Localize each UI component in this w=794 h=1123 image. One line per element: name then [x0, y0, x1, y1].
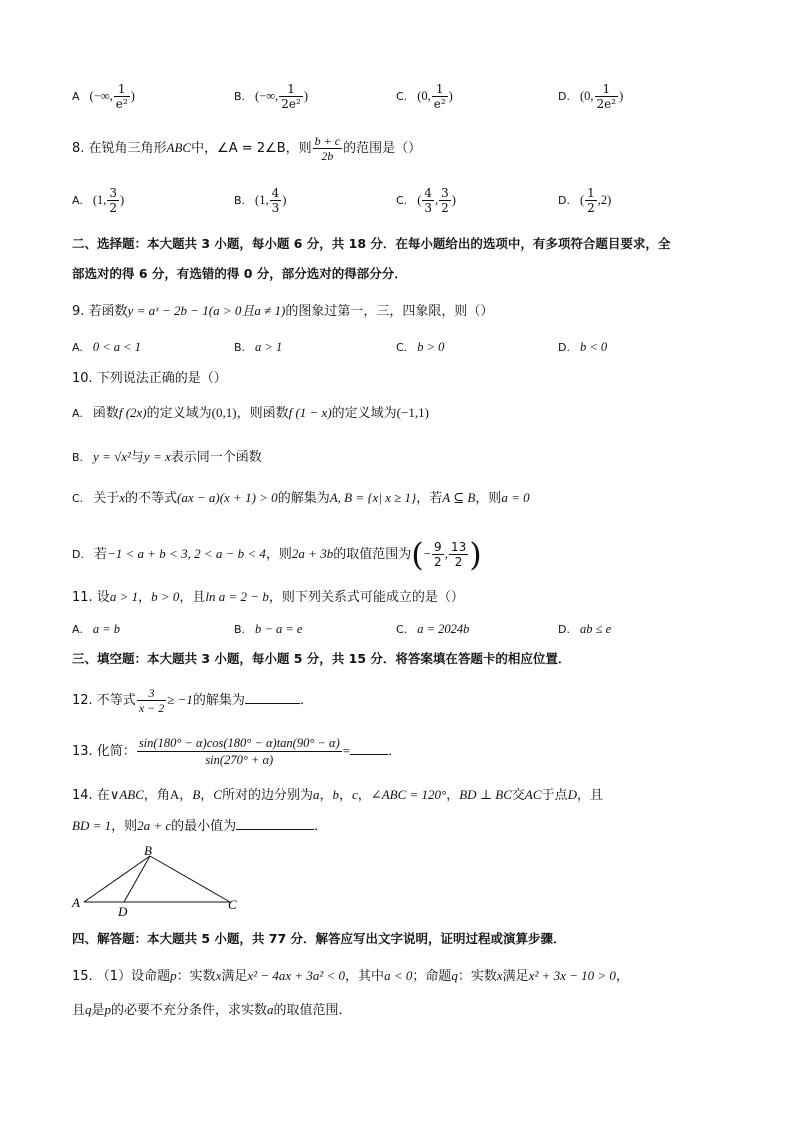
- section-2-heading: 二、选择题：本大题共 3 小题，每小题 6 分，共 18 分．在每小题给出的选项中，有多项符合题目要求，全: [72, 236, 671, 251]
- q8-option-a: A. (1, $\frac{3}{2}$ ): [72, 186, 125, 215]
- option-label: A: [72, 90, 80, 103]
- q7-option-c: C. (0, $\frac{1}{\text{e²}}$ ): [396, 82, 453, 111]
- q8-option-d: D. ( $\frac{1}{2}$ ,2): [558, 186, 612, 215]
- section-3-heading: 三、填空题：本大题共 3 小题，每小题 5 分，共 15 分．将答案填在答题卡的相应位置．: [72, 651, 571, 666]
- point-d-label: D: [118, 904, 128, 919]
- question-12: 12. 不等式 $\frac{3}{x - 2}$ ≥ −1的解集为 ．: [72, 686, 313, 715]
- question-9: 9. 若函数y = aˣ − 2b − 1(a > 0且a ≠ 1)的图象过第一，三，四象限，则（）: [72, 303, 494, 319]
- q10-option-d: D. 若−1 < a + b < 3, 2 < a − b < 4，则2a + 3b的取值范围为(− $\frac{9}{2}$ , $\frac{13}{2}$ ): [72, 535, 482, 574]
- segment-bd: [124, 856, 150, 902]
- side-bc: [150, 856, 230, 902]
- vertex-c-label: C: [228, 897, 237, 912]
- answer-blank: [245, 689, 300, 704]
- q8-option-b: B. (1, $\frac{4}{3}$ ): [234, 186, 287, 215]
- q10-option-c: C. 关于x的不等式(ax − a)(x + 1) > 0的解集为A, B = {x| x ≥ 1}，若A ⊆ B，则a = 0: [72, 490, 530, 506]
- question-15-cont: 且q是p的必要不充分条件，求实数a的取值范围．: [72, 1002, 352, 1018]
- q9-option-a: A. 0 < a < 1: [72, 340, 141, 354]
- question-11: 11. 设a > 1，b > 0，且ln a = 2 − b，则下列关系式可能成立的是（）: [72, 589, 464, 605]
- question-14-cont: BD = 1，则2a + c的最小值为 ．: [72, 815, 734, 837]
- question-14: 14. 在∨ABC，角A，B，C所对的边分别为a，b，c，∠ABC = 120°，BD ⊥ BC交AC于点D，且: [72, 787, 603, 803]
- answer-blank: [236, 815, 314, 830]
- vertex-b-label: B: [144, 843, 152, 858]
- q9-option-c: C. b > 0: [396, 340, 445, 354]
- q10-option-a: A. 函数f (2x)的定义域为(0,1)，则函数f (1 − x)的定义域为(−1,1): [72, 405, 429, 421]
- section-4-heading: 四、解答题：本大题共 5 小题，共 77 分．解答应写出文字说明，证明过程或演算步骤．: [72, 931, 566, 946]
- answer-blank: [350, 740, 388, 755]
- q9-option-d: D. b < 0: [558, 340, 608, 354]
- q8-option-c: C. ( $\frac{4}{3}$ , $\frac{3}{2}$ ): [396, 186, 456, 215]
- question-15: 15. （1）设命题p：实数x满足x² − 4ax + 3a² < 0，其中a < 0；命题q：实数x满足x² + 3x − 10 > 0，: [72, 968, 629, 984]
- q11-option-d: D. ab ≤ e: [558, 622, 612, 636]
- question-13: 13. 化简： $\frac{\sin(180^\circ - \alpha)\cos(180^\circ - \alpha)\tan(90^\circ - \alpha)}{\sin(270^\circ + \alpha)}$ = ．: [72, 736, 402, 767]
- q11-option-b: B. b − a = e: [234, 622, 303, 636]
- q9-option-b: B. a > 1: [234, 340, 283, 354]
- q7-option-b: B. (−∞, $\frac{1}{\text{2e²}}$ ): [234, 82, 309, 111]
- q10-option-b: B. y = √x²与y = x表示同一个函数: [72, 449, 262, 465]
- triangle-figure: [68, 843, 248, 921]
- question-8: 8. 在锐角三角形ABC中，∠A = 2∠B，则 $\frac{b + c}{2b}$ 的范围是（）: [72, 134, 422, 163]
- q7-option-a: A (−∞, $\frac{1}{\text{e²}}$ ): [72, 82, 135, 111]
- section-2-heading-cont: 部选对的得 6 分，有选错的得 0 分，部分选对的得部分分．: [72, 266, 407, 281]
- vertex-a-label: A: [72, 895, 80, 910]
- q11-option-a: A. a = b: [72, 622, 121, 636]
- side-ab: [84, 856, 150, 902]
- q7-option-d: D. (0, $\frac{1}{\text{2e²}}$ ): [558, 82, 624, 111]
- question-10: 10. 下列说法正确的是（）: [72, 371, 227, 386]
- q11-option-c: C. a = 2024b: [396, 622, 470, 636]
